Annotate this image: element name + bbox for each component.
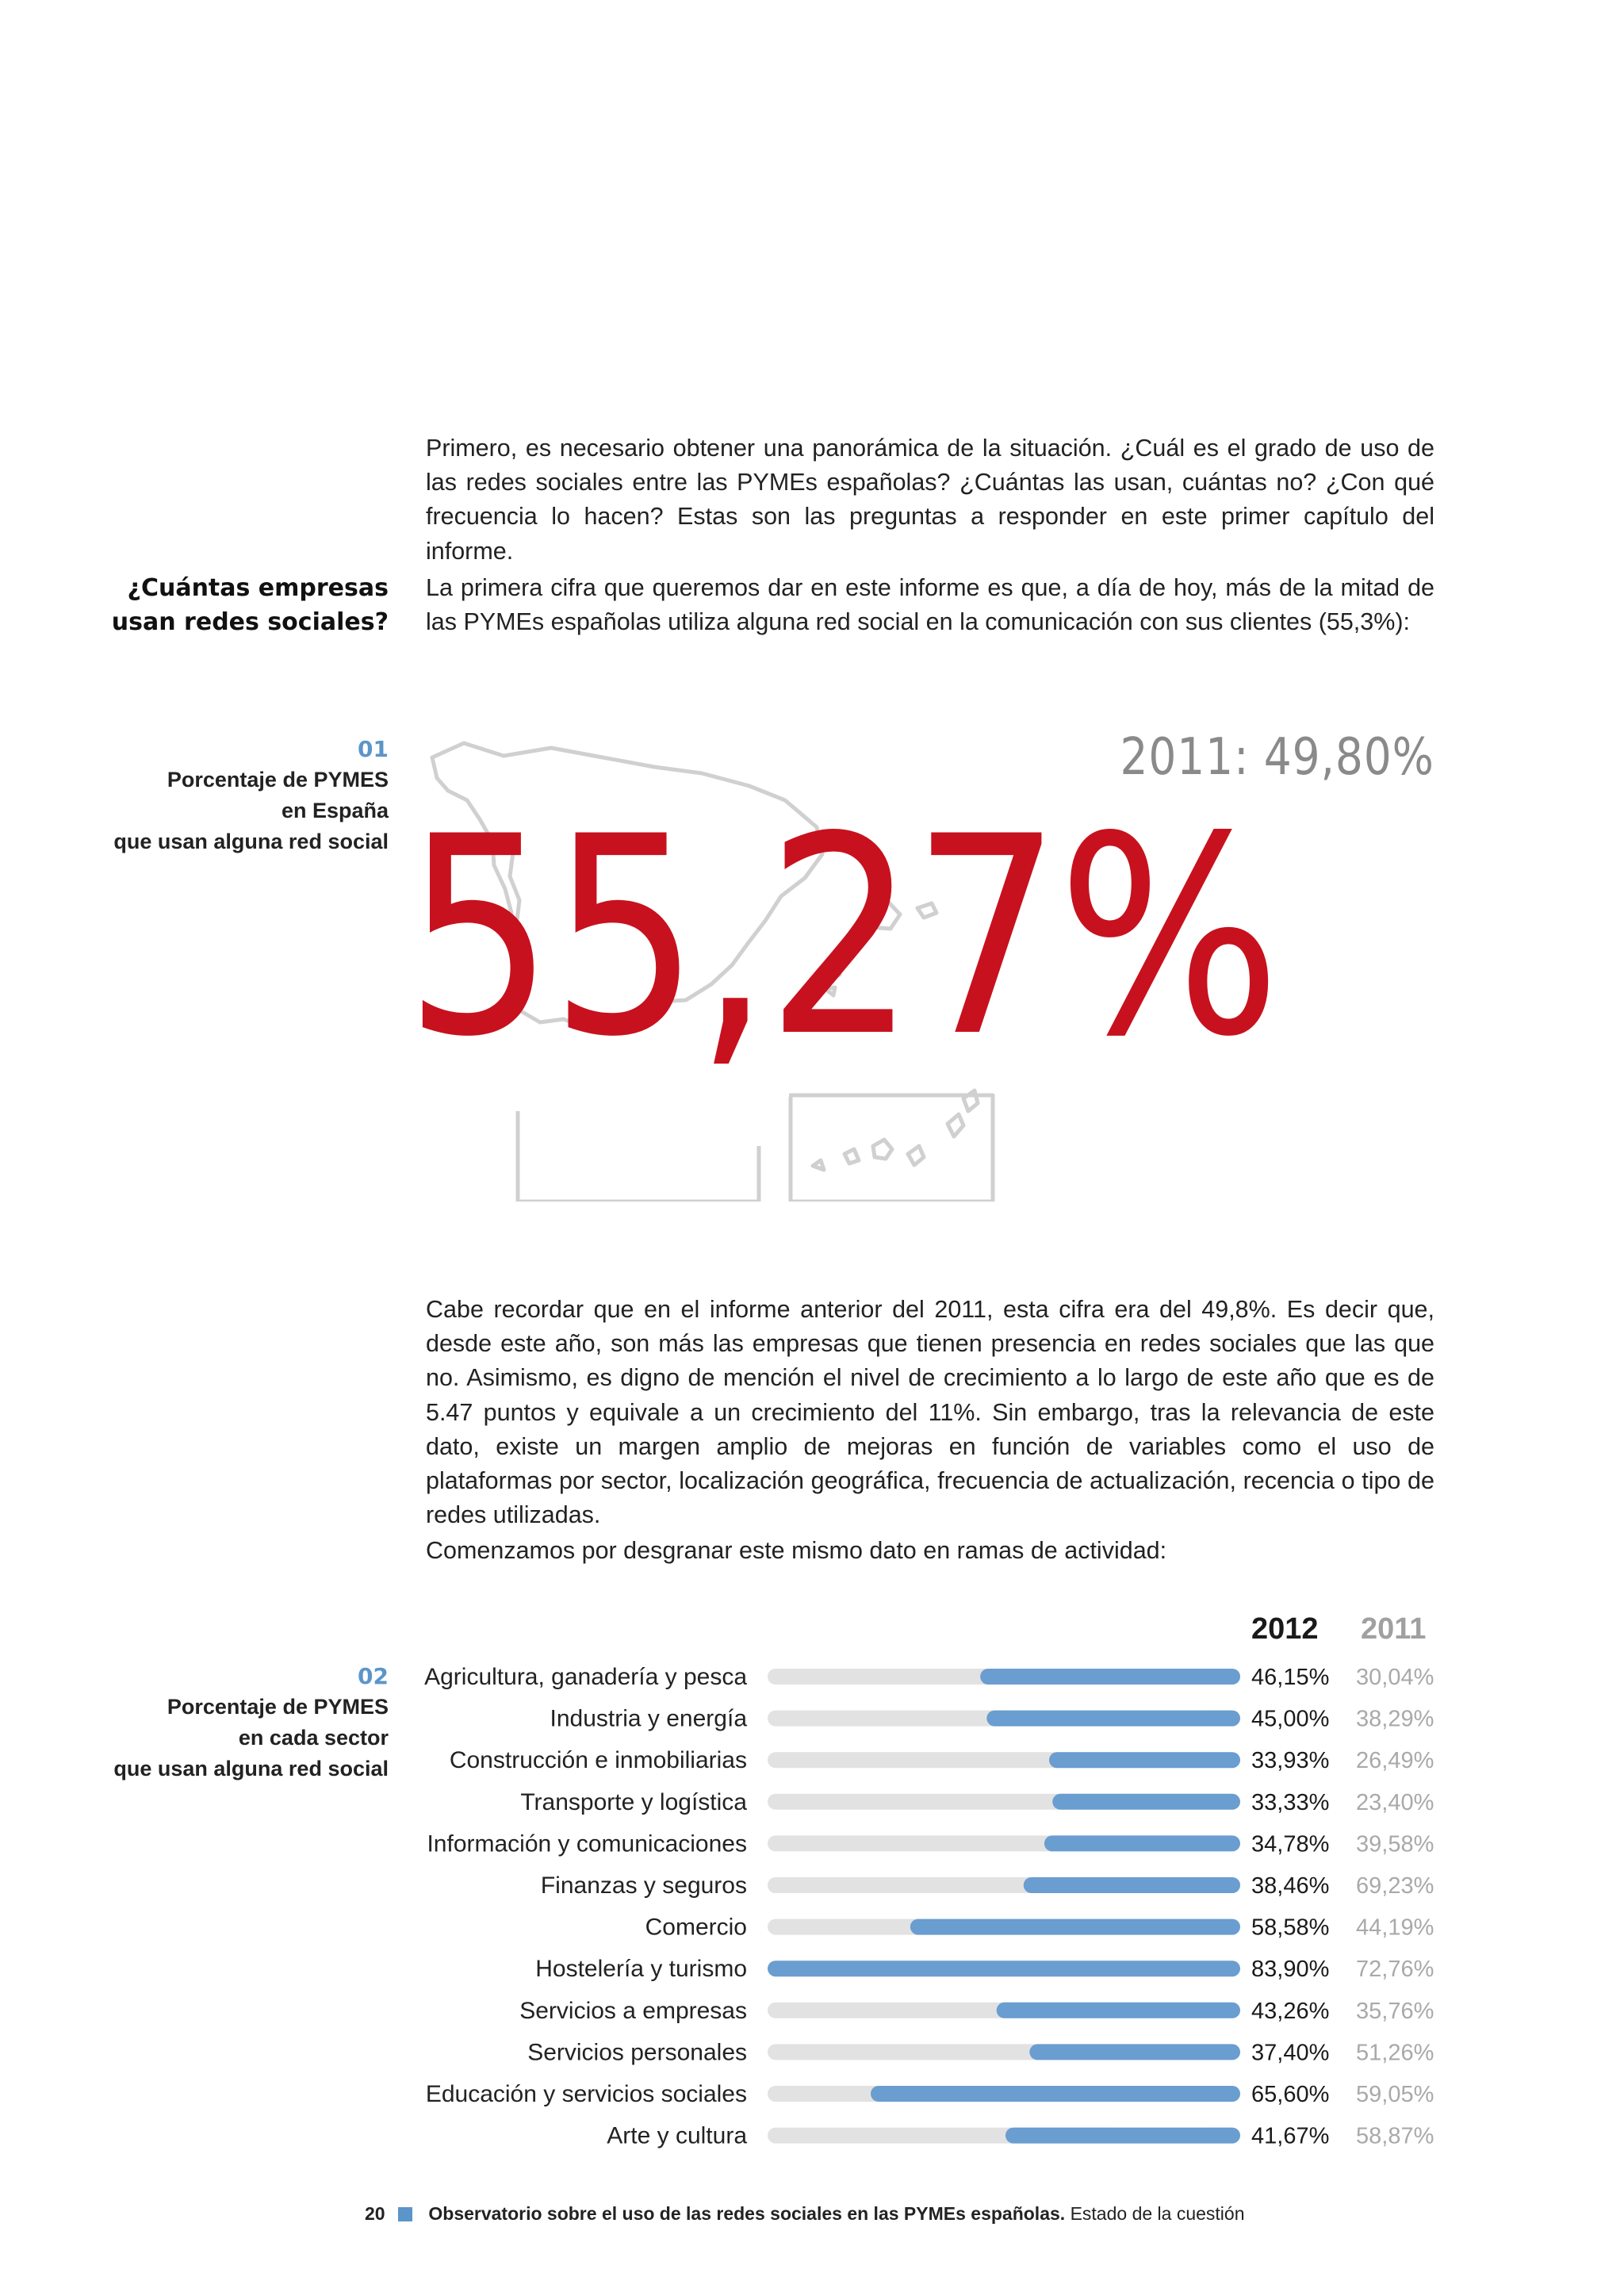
section-heading	[48, 571, 389, 639]
value-label-2012: 45,00%	[1251, 1706, 1330, 1732]
value-label-2012: 58,58%	[1251, 1915, 1330, 1941]
figure2-caption-line3: que usan alguna red social	[113, 1757, 389, 1780]
page-number: 20	[365, 2203, 385, 2224]
category-label: Industria y energía	[550, 1705, 747, 1732]
figure2-number: 02	[358, 1663, 389, 1689]
figure2-caption	[48, 1661, 389, 1784]
section-heading-line1: ¿Cuántas empresas	[127, 574, 389, 602]
previous-year-value: 2011: 49,80%	[1120, 728, 1434, 787]
category-label: Servicios personales	[527, 2039, 747, 2066]
value-label-2012: 65,60%	[1251, 2082, 1330, 2107]
section-heading-line2: usan redes sociales?	[111, 608, 389, 636]
value-label-2011: 58,87%	[1356, 2123, 1434, 2149]
bar-2012	[1044, 1835, 1240, 1851]
value-label-2012: 34,78%	[1251, 1831, 1330, 1857]
value-label-2012: 46,15%	[1251, 1665, 1330, 1690]
category-label: Construcción e inmobiliarias	[449, 1747, 747, 1774]
figure1-caption-line1: Porcentaje de PYMES	[167, 768, 389, 792]
value-label-2011: 35,76%	[1356, 1998, 1434, 2024]
value-label-2011: 51,26%	[1356, 2040, 1434, 2066]
value-label-2012: 37,40%	[1251, 2040, 1330, 2066]
figure2-caption-line1: Porcentaje de PYMES	[167, 1695, 389, 1719]
value-label-2011: 59,05%	[1356, 2082, 1434, 2107]
column-header-2011: 2011	[1361, 1612, 1427, 1646]
bar-2012	[980, 1669, 1240, 1685]
value-label-2011: 26,49%	[1356, 1748, 1434, 1774]
bar-2012	[1029, 2044, 1240, 2060]
figure1-caption-line3: que usan alguna red social	[113, 830, 389, 853]
figure1-number: 01	[358, 736, 389, 762]
canary-islands	[813, 1091, 978, 1170]
value-label-2012: 38,46%	[1251, 1873, 1330, 1899]
category-label: Transporte y logística	[520, 1788, 747, 1815]
category-label: Comercio	[645, 1914, 747, 1941]
value-label-2012: 33,33%	[1251, 1789, 1330, 1815]
sector-bar-chart	[412, 1602, 1443, 2157]
bar-2012	[997, 2003, 1240, 2018]
figure2-caption-line2: en cada sector	[238, 1726, 389, 1750]
value-label-2011: 72,76%	[1356, 1957, 1434, 1983]
bar-2012	[910, 1919, 1240, 1935]
value-label-2012: 43,26%	[1251, 1998, 1330, 2024]
value-label-2012: 83,90%	[1251, 1957, 1330, 1983]
value-label-2011: 38,29%	[1356, 1706, 1434, 1732]
chart-intro-paragraph: Comenzamos por desgranar este mismo dato en ramas de actividad:	[426, 1537, 1167, 1564]
bar-2012	[1049, 1752, 1240, 1768]
value-label-2012: 41,67%	[1251, 2123, 1330, 2149]
bar-2012	[1052, 1794, 1240, 1810]
analysis-paragraph: Cabe recordar que en el informe anterior del 2011, esta cifra era del 49,8%. Es decir que, desde este año, son más las empresas que tienen presencia en redes sociales que las que no. Asimismo, es digno de mención el nivel de crecimiento a lo largo de este año que es de 5.47 puntos y equivale a un crecimiento del 11%. Sin embargo, tras la relevancia de este dato, existe un margen amplio de mejoras en función de variables como el uso de plataformas por sector, localización geográfica, frecuencia de actualización, recencia o tipo de redes utilizadas.	[426, 1296, 1434, 1529]
footer-title-bold: Observatorio sobre el uso de las redes sociales en las PYMEs españolas.	[428, 2203, 1066, 2224]
category-label: Hostelería y turismo	[535, 1956, 747, 1983]
value-label-2011: 39,58%	[1356, 1831, 1434, 1857]
category-label: Información y comunicaciones	[427, 1830, 747, 1857]
value-label-2012: 33,93%	[1251, 1748, 1330, 1774]
category-label: Servicios a empresas	[519, 1997, 747, 2024]
value-label-2011: 44,19%	[1356, 1915, 1434, 1941]
bar-2012	[768, 1961, 1240, 1976]
bar-2012	[871, 2086, 1240, 2102]
intro-paragraph: Primero, es necesario obtener una panorámica de la situación. ¿Cuál es el grado de uso de las redes sociales entre las PYMEs españolas? ¿Cuántas las usan, cuántas no? ¿Con qué frecuencia lo hacen? Estas son las preguntas a responder en este primer capítulo del informe.	[426, 435, 1434, 565]
bar-2012	[986, 1711, 1240, 1727]
category-label: Educación y servicios sociales	[425, 2081, 747, 2107]
category-label: Finanzas y seguros	[540, 1872, 747, 1899]
footer-title-regular: Estado de la cuestión	[1070, 2203, 1245, 2224]
section-paragraph: La primera cifra que queremos dar en este informe es que, a día de hoy, más de la mitad de las PYMEs españolas utiliza alguna red social en la comunicación con sus clientes (55,3%):	[426, 574, 1434, 636]
footer-square-icon	[398, 2207, 412, 2221]
page-footer	[365, 2203, 1245, 2225]
value-label-2011: 23,40%	[1356, 1789, 1434, 1815]
figure1-caption-line2: en España	[281, 799, 389, 822]
figure1-caption	[48, 734, 389, 857]
category-label: Agricultura, ganadería y pesca	[424, 1664, 747, 1690]
column-header-2012: 2012	[1251, 1612, 1319, 1646]
gibraltar-box	[518, 1111, 759, 1202]
bar-2012	[1005, 2128, 1240, 2144]
bar-2012	[1024, 1877, 1240, 1893]
value-label-2011: 69,23%	[1356, 1873, 1434, 1899]
category-label: Arte y cultura	[607, 2122, 747, 2149]
value-label-2011: 30,04%	[1356, 1665, 1434, 1690]
headline-percentage: 55,27%	[404, 779, 1277, 1097]
